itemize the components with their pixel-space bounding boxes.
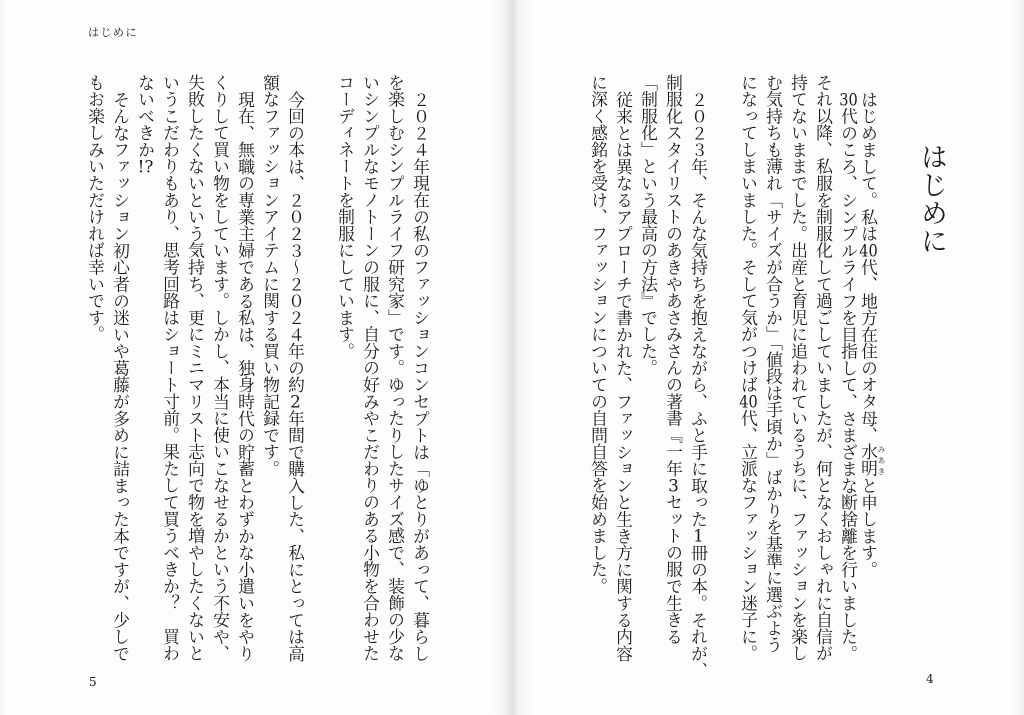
text-line: それ以降、私服を制服化して過ごしていましたが、何となくおしゃれに自信が	[813, 74, 834, 662]
author-name-reading: みあき	[877, 443, 886, 477]
text-line: ２０２３年、そんな気持ちを抱えながら、ふと手に取った1冊の本。それが、	[688, 90, 709, 679]
page-number: 5	[89, 675, 97, 689]
text-line: 持てないままでした。出産と育児に追われているうちに、ファッションを楽し	[788, 74, 809, 662]
text-line: ないべきか!?	[135, 74, 156, 175]
text-line: 従来とは異なるアプローチで書かれた、ファッションと生き方に関する内容	[613, 90, 634, 662]
text-line: を楽しむシンプルライフ研究家」です。ゆったりしたサイズ感で、装飾の少な	[385, 74, 406, 662]
page-number: 4	[926, 672, 934, 686]
text-line: いシンプルなモノトーンの服に、自分の好みやこだわりのある小物を合わせた	[360, 74, 381, 662]
text-line: 制服化スタイリストのあきやあさみさんの著書『一年3セットの服で生きる	[663, 74, 684, 645]
greeting-line	[858, 74, 886, 578]
page-edge-shadow-left	[0, 0, 6, 715]
text-line: 30代のころ、シンプルライフを目指して、さまざまな断捨離を行いました。	[838, 90, 859, 662]
book-gutter-shadow	[486, 0, 538, 715]
text-line: 現在、無職の専業主婦である私は、独身時代の貯蓄とわずかな小遣いをやり	[235, 90, 256, 662]
text-line: そんなファッション初心者の迷いや葛藤が多めに詰まった本ですが、少しで	[110, 90, 131, 662]
text-line: 今回の本は、２０２３～２０２４年の約2年間で購入した、私にとっては高	[285, 90, 306, 662]
running-header: はじめに	[88, 26, 138, 39]
text-line: になってしまいました。そして気がつけば40代、立派なファッション迷子に。	[738, 74, 759, 662]
upright-digits: 40	[739, 393, 758, 410]
page-edge-shadow-right	[1012, 0, 1024, 715]
chapter-title: はじめに	[916, 143, 947, 255]
greeting-text-end: と申します。	[858, 477, 879, 578]
upright-digits: 40	[859, 241, 878, 259]
greeting-text: はじめまして。私は40代、地方在住のオタ母、	[858, 90, 879, 444]
text-line: 「制服化」という最高の方法』でした。	[638, 74, 659, 377]
text-line: ２０２４年現在の私のファッションコンセプトは「ゆとりがあって、暮らし	[410, 90, 431, 662]
upright-digits: 30	[839, 90, 858, 108]
author-name-ruby	[858, 443, 886, 478]
right-page	[512, 0, 1024, 715]
upright-digits: 3	[668, 476, 679, 494]
upright-digits: 2	[290, 393, 301, 410]
author-name: 水明	[858, 443, 879, 478]
text-line: 失敗したくないという気持ち、更にミニマリスト志向で物を増やしたくないと	[185, 74, 206, 662]
upright-digits: !?	[137, 157, 154, 175]
text-line: もお楽しみいただければ幸いです。	[85, 74, 106, 343]
upright-digits: 1	[693, 527, 704, 545]
text-line: に深く感銘を受け、ファッションについての自問自答を始めました。	[588, 74, 609, 595]
text-line: くりして買い物をしています。しかし、本当に使いこなせるかという不安や、	[210, 74, 231, 662]
text-line: む気持ちも薄れ「サイズが合うか」「値段は手頃か」ばかりを基準に選ぶよう	[763, 74, 784, 654]
text-line: 額なファッションアイテムに関する買い物記録です。	[260, 74, 281, 477]
text-line: コーディネートを制服にしています。	[335, 74, 356, 360]
text-line: いうこだわりもあり、思考回路はショート寸前。果たして買うべきか？ 買わ	[160, 74, 181, 662]
